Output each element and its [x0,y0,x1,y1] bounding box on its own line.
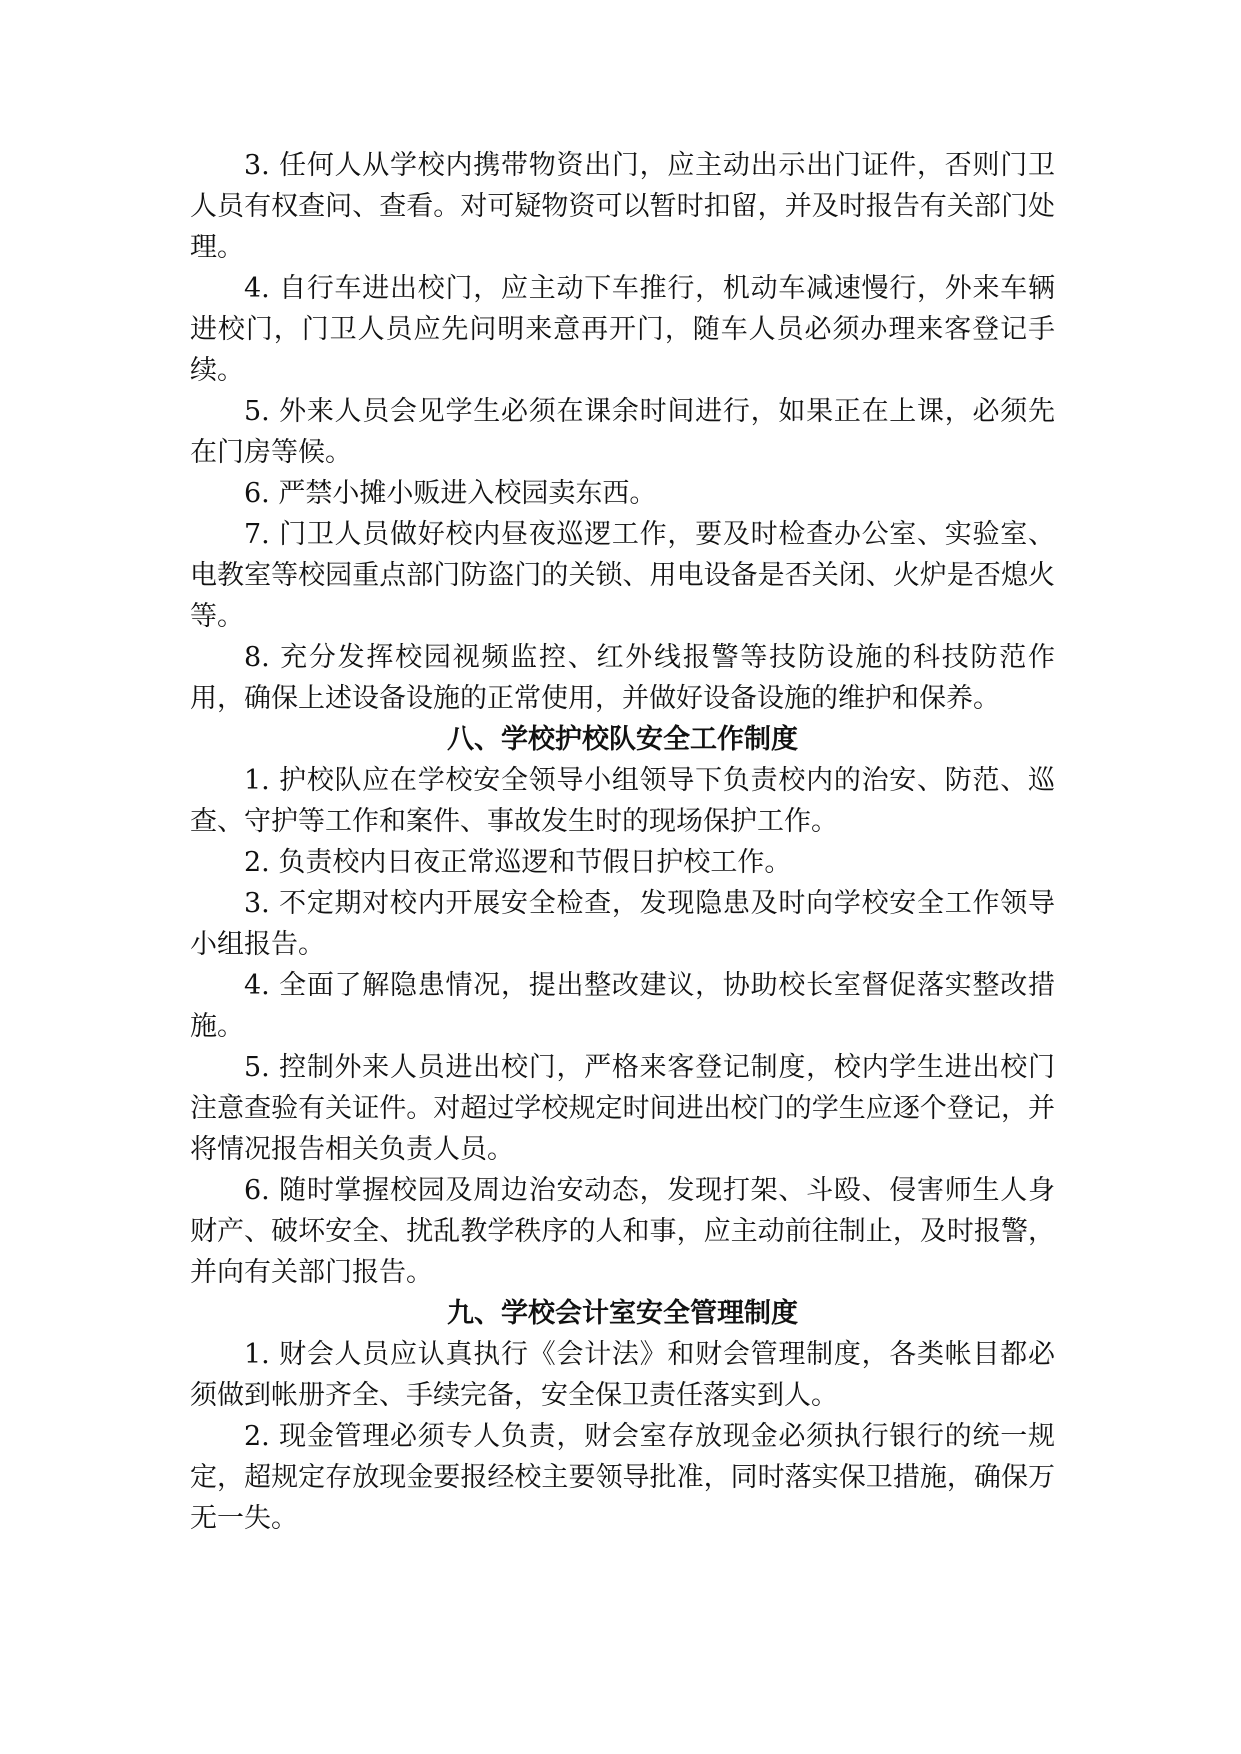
paragraph: 5. 外来人员会见学生必须在课余时间进行，如果正在上课，必须先在门房等候。 [190,396,1055,468]
paragraph: 6. 严禁小摊小贩进入校园卖东西。 [244,478,657,509]
paragraph: 5. 控制外来人员进出校门，严格来客登记制度，校内学生进出校门注意查验有关证件。对超过学校规定时间进出校门的学生应逐个登记，并将情况报告相关负责人员。 [190,1052,1055,1165]
paragraph: 6. 随时掌握校园及周边治安动态，发现打架、斗殴、侵害师生人身财产、破坏安全、扰乱教学秩序的人和事，应主动前往制止，及时报警，并向有关部门报告。 [190,1175,1055,1288]
paragraph: 1. 护校队应在学校安全领导小组领导下负责校内的治安、防范、巡查、守护等工作和案件、事故发生时的现场保护工作。 [190,765,1055,837]
paragraph: 3. 不定期对校内开展安全检查，发现隐患及时向学校安全工作领导小组报告。 [190,888,1055,960]
paragraph: 4. 全面了解隐患情况，提出整改建议，协助校长室督促落实整改措施。 [190,970,1055,1042]
paragraph: 4. 自行车进出校门，应主动下车推行，机动车减速慢行，外来车辆进校门，门卫人员应先问明来意再开门，随车人员必须办理来客登记手续。 [190,273,1055,386]
paragraph: 1. 财会人员应认真执行《会计法》和财会管理制度，各类帐目都必须做到帐册齐全、手续完备，安全保卫责任落实到人。 [190,1339,1055,1411]
paragraph: 7. 门卫人员做好校内昼夜巡逻工作，要及时检查办公室、实验室、电教室等校园重点部门防盗门的关锁、用电设备是否关闭、火炉是否熄火等。 [190,519,1055,632]
section-heading-9: 九、学校会计室安全管理制度 [447,1298,798,1329]
paragraph: 2. 现金管理必须专人负责，财会室存放现金必须执行银行的统一规定，超规定存放现金要报经校主要领导批准，同时落实保卫措施，确保万无一失。 [190,1421,1055,1534]
document-page [190,145,1055,1539]
paragraph: 8. 充分发挥校园视频监控、红外线报警等技防设施的科技防范作用，确保上述设备设施的正常使用，并做好设备设施的维护和保养。 [190,642,1055,714]
paragraph: 3. 任何人从学校内携带物资出门，应主动出示出门证件，否则门卫人员有权查问、查看。对可疑物资可以暂时扣留，并及时报告有关部门处理。 [190,150,1055,263]
section-heading-8: 八、学校护校队安全工作制度 [447,724,798,755]
paragraph: 2. 负责校内日夜正常巡逻和节假日护校工作。 [244,847,792,878]
